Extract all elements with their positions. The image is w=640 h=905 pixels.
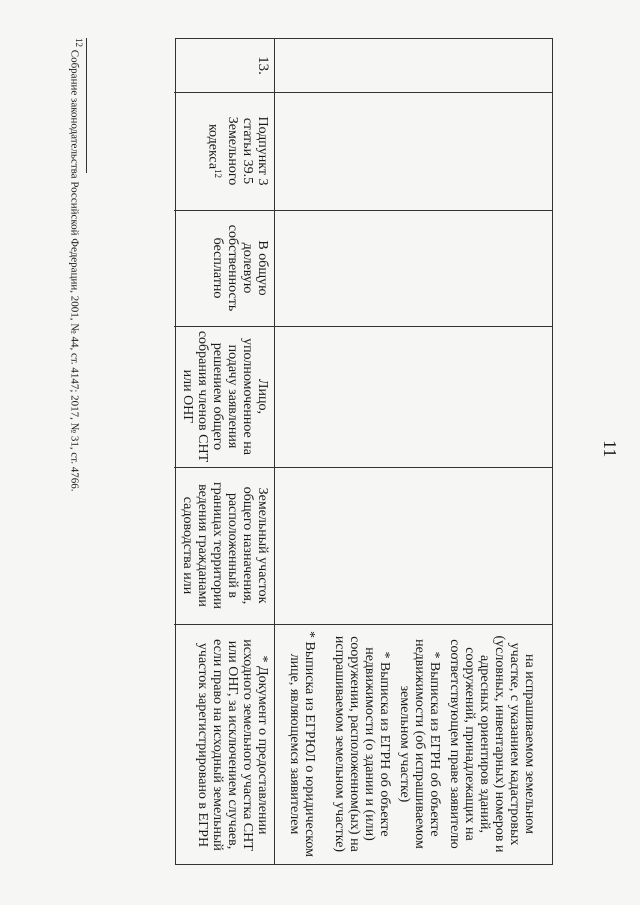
column-divider	[275, 92, 552, 93]
table-row	[174, 39, 274, 864]
footnote	[68, 38, 84, 492]
column-divider	[275, 624, 552, 625]
footnote-text: Собрание законодательства Российской Федерации, 2001, № 44, ст. 4147; 2017, № 31, ст. 4766.	[68, 49, 81, 492]
services-table	[175, 38, 553, 865]
applicant-cell: Лицо, уполномоченное на подачу заявления решением общего собрания членов СНТ или ОНГ	[180, 330, 270, 463]
legal-basis-cell	[174, 92, 274, 210]
footnote-marker: 12	[213, 169, 223, 179]
documents-block: * Выписка из ЕГРН об объекте недвижимости (о здании и (или) сооружении, расположенном(ых) на испрашиваемом земельном участке)	[332, 635, 392, 853]
column-divider	[275, 326, 552, 327]
legal-basis-text: Подпункт 3 статьи 39.5 Земельного кодекса	[205, 116, 270, 186]
documents-block: * Выписка из ЕГРН об объекте недвижимости (об испрашиваемом земельном участке)	[397, 639, 442, 849]
row-number: 13.	[255, 56, 271, 75]
table-row-continued	[274, 39, 552, 864]
documents-block: на испрашиваемом земельном участке, с указанием кадастровых (условных, инвентарных) номеров и адресных ориентиров зданий, сооружений, принадлежащих на соответствующем праве заявителю	[447, 635, 537, 853]
documents-block: * Выписка из ЕГРЮЛ о юридическом лице, являющемся заявителем	[287, 631, 317, 857]
column-divider	[275, 210, 552, 211]
right-type-cell: В общую долевую собственность бесплатно	[210, 224, 270, 312]
document-cell: * Документ о предоставлении исходного земельного участка СНТ или ОНГ, за исключением случаев, если право на исходный земельный участок зарегистрировано в ЕГРН	[195, 639, 270, 851]
footnote-divider	[86, 38, 87, 173]
column-divider	[275, 467, 552, 468]
page-number: 11	[600, 440, 620, 458]
footnote-number: 12	[74, 38, 84, 47]
land-plot-cell: Земельный участок общего назначения, расположенный в границах территории ведения гражданами садоводства или	[180, 482, 270, 609]
